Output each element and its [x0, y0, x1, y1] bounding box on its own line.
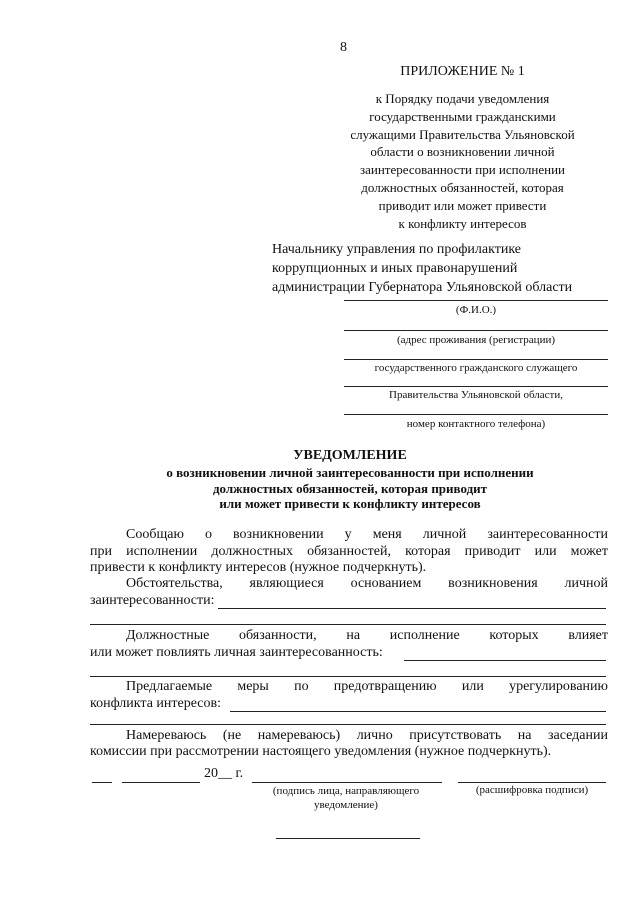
appendix-line: служащими Правительства Ульяновской [350, 126, 575, 142]
month-line [122, 782, 200, 783]
appendix-line: к конфликту интересов [398, 215, 527, 231]
subtitle-line: должностных обязанностей, которая приводит [212, 480, 488, 496]
paragraph-1-line: Сообщаю о возникновении у меня личной заинтересованности [126, 527, 608, 542]
subtitle-line: о возникновении личной заинтересованности при исполнении [166, 465, 534, 480]
fio-line [344, 300, 608, 301]
addressee-block [272, 240, 572, 297]
notice-title: УВЕДОМЛЕНИЕ [293, 448, 407, 463]
paragraph-5-line: Намереваюсь (не намереваюсь) лично присутствовать на заседании [126, 728, 608, 743]
paragraph-2-line: Обстоятельства, являющиеся основанием возникновения личной [126, 576, 608, 591]
paragraph-4-label: конфликта интересов: [90, 696, 221, 711]
signature-caption [246, 784, 446, 812]
closing-rule [276, 838, 420, 839]
fill-line [90, 624, 606, 625]
appendix-line: приводит или может привести [378, 197, 547, 213]
subtitle-line: или может привести к конфликту интересов [219, 496, 481, 511]
fill-line [90, 724, 606, 725]
appendix-line: заинтересованности при исполнении [359, 162, 566, 178]
addressee-line: коррупционных и иных правонарушений [272, 261, 518, 276]
day-line [92, 782, 112, 783]
paragraph-4-line: Предлагаемые меры по предотвращению или урегулированию [126, 679, 608, 694]
paragraph-1-line: при исполнении должностных обязанностей, которая приводит или может [90, 544, 608, 559]
fio-caption: (Ф.И.О.) [455, 304, 497, 316]
appendix-reference [330, 90, 595, 232]
notice-subtitle [60, 465, 640, 512]
phone-caption: номер контактного телефона) [406, 418, 546, 430]
phone-line [344, 414, 608, 415]
address-caption: (адрес проживания (регистрации) [396, 334, 556, 346]
government-caption: Правительства Ульяновской области, [389, 389, 563, 401]
government-line [344, 386, 608, 387]
appendix-line: должностных обязанностей, которая [361, 179, 564, 195]
fill-line [90, 676, 606, 677]
decode-caption: (расшифровка подписи) [475, 784, 589, 796]
decode-line [458, 782, 606, 783]
page-number: 8 [340, 40, 347, 55]
date-year: 20__ г. [204, 766, 244, 781]
appendix-line: области о возникновении личной [370, 144, 555, 160]
paragraph-2-label: заинтересованности: [90, 593, 215, 608]
servant-line [344, 359, 608, 360]
caption-line: уведомление) [314, 799, 378, 811]
address-line [344, 330, 608, 331]
paragraph-5-line: комиссии при рассмотрении настоящего уведомления (нужное подчеркнуть). [90, 744, 552, 759]
appendix-line: государственными гражданскими [369, 108, 556, 124]
appendix-title: ПРИЛОЖЕНИЕ № 1 [400, 64, 525, 79]
addressee-line: Начальнику управления по профилактике [272, 242, 521, 257]
fill-line [230, 711, 606, 712]
servant-caption: государственного гражданского служащего [374, 362, 578, 374]
paragraph-1-line: привести к конфликту интересов (нужное подчеркнуть). [90, 560, 427, 575]
fill-line [218, 608, 606, 609]
paragraph-3-line: Должностные обязанности, на исполнение которых влияет [126, 628, 608, 643]
caption-line: (подпись лица, направляющего [272, 785, 420, 797]
paragraph-3-label: или может повлиять личная заинтересованность: [90, 645, 383, 660]
signature-line [252, 782, 442, 783]
fill-line [404, 660, 606, 661]
addressee-line: администрации Губернатора Ульяновской области [272, 280, 573, 295]
appendix-line: к Порядку подачи уведомления [375, 91, 550, 106]
